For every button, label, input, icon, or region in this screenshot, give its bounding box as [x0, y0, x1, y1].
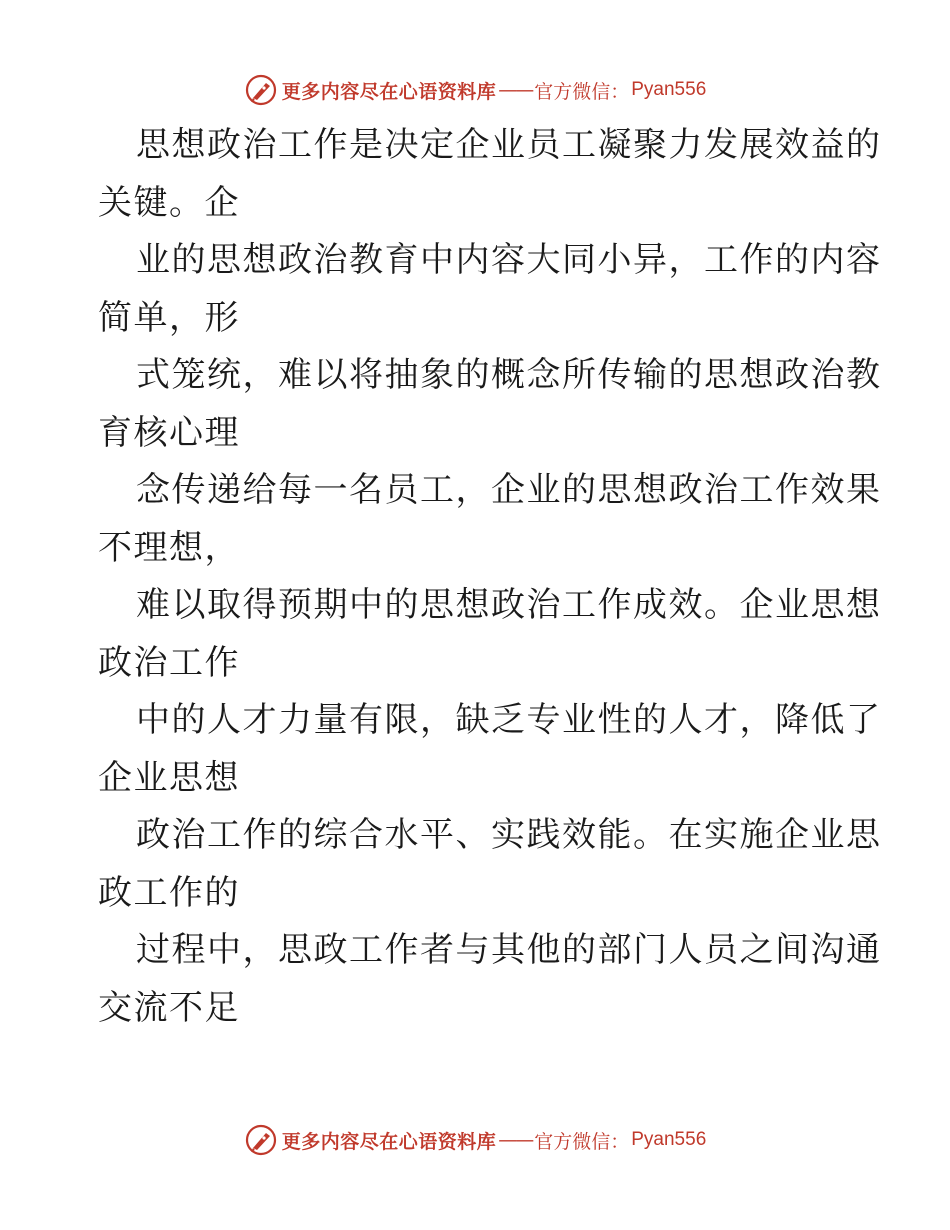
pen-nib-logo-icon [244, 1123, 278, 1157]
banner-dash: —— [498, 79, 533, 101]
body-line: 念传递给每一名员工，企业的思想政治工作效果 [136, 470, 882, 510]
header-banner [0, 70, 950, 110]
body-line: 政治工作的综合水平、实践效能。在实施企业思 [136, 815, 882, 855]
banner-account: Pyan556 [631, 79, 707, 100]
body-line: 企业思想 [98, 757, 240, 798]
body-line: 过程中，思政工作者与其他的部门人员之间沟通 [136, 930, 882, 970]
body-line: 关键。企 [98, 182, 240, 223]
banner-account: Pyan556 [631, 1129, 707, 1150]
body-line: 政工作的 [98, 872, 240, 913]
document-body [98, 117, 882, 1037]
body-line: 交流不足 [98, 987, 240, 1028]
body-line: 业的思想政治教育中内容大同小异，工作的内容 [136, 240, 882, 280]
banner-dash: —— [498, 1129, 533, 1151]
body-line: 育核心理 [98, 412, 240, 453]
body-line: 难以取得预期中的思想政治工作成效。企业思想 [136, 585, 882, 625]
body-line: 不理想， [98, 527, 240, 568]
banner-lead-text: 更多内容尽在心语资料库 [281, 1130, 497, 1153]
body-line: 政治工作 [98, 642, 240, 683]
banner-lead-text: 更多内容尽在心语资料库 [281, 80, 497, 103]
banner-wechat-label: 官方微信： [534, 1130, 630, 1153]
pen-nib-logo-icon [244, 73, 278, 107]
banner-wechat-label: 官方微信： [534, 80, 630, 103]
body-line: 中的人才力量有限，缺乏专业性的人才，降低了 [136, 700, 882, 740]
body-line: 式笼统，难以将抽象的概念所传输的思想政治教 [136, 355, 882, 395]
body-line: 思想政治工作是决定企业员工凝聚力发展效益的 [136, 125, 882, 165]
footer-banner [0, 1120, 950, 1160]
body-line: 简单，形 [98, 297, 240, 338]
